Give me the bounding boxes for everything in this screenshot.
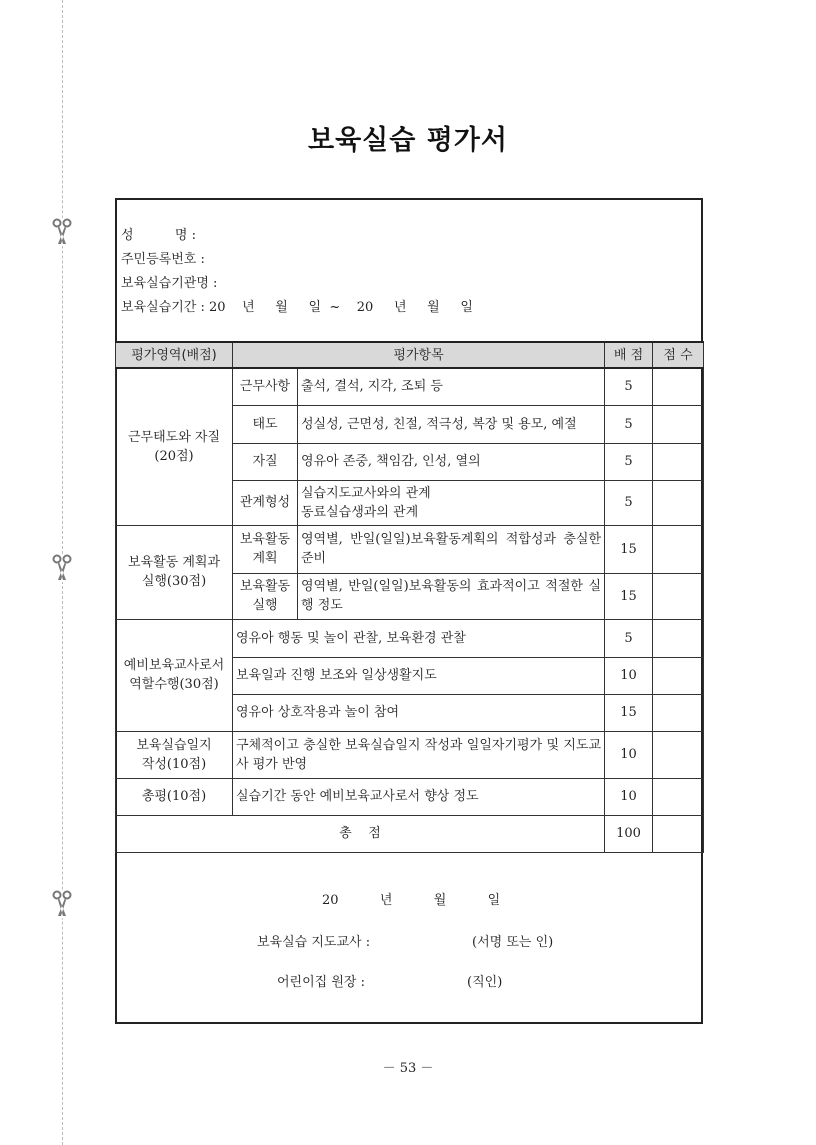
score-input-cell[interactable] xyxy=(653,480,704,525)
scissors-icon xyxy=(50,890,74,918)
points-cell: 15 xyxy=(605,573,653,619)
points-cell: 5 xyxy=(605,368,653,405)
area-cell: 총평(10점) xyxy=(116,778,233,815)
date-line: 20 년 월 일 xyxy=(322,893,501,908)
item-description: 실습지도교사와의 관계 동료실습생과의 관계 xyxy=(298,480,605,525)
points-cell: 5 xyxy=(605,405,653,443)
points-cell: 10 xyxy=(605,778,653,815)
points-cell: 15 xyxy=(605,525,653,573)
points-cell: 5 xyxy=(605,619,653,657)
header-points: 배 점 xyxy=(605,342,653,368)
area-cell: 근무태도와 자질 (20점) xyxy=(116,368,233,525)
page-number: － 53 － xyxy=(382,1061,434,1076)
total-score-input-cell[interactable] xyxy=(653,815,704,852)
table-row xyxy=(116,525,704,573)
student-info xyxy=(121,224,473,320)
total-points: 100 xyxy=(605,815,653,852)
points-cell: 10 xyxy=(605,657,653,694)
area-cell: 보육실습일지 작성(10점) xyxy=(116,731,233,778)
evaluation-form xyxy=(115,198,703,1024)
area-cell: 예비보육교사로서 역할수행(30점) xyxy=(116,619,233,731)
points-cell: 15 xyxy=(605,694,653,731)
table-row xyxy=(116,619,704,657)
item-description: 영유아 상호작용과 놀이 참여 xyxy=(233,694,605,731)
score-input-cell[interactable] xyxy=(653,619,704,657)
header-area: 평가영역(배점) xyxy=(116,342,233,368)
item-description: 영역별, 반일(일일)보육활동의 효과적이고 적절한 실행 정도 xyxy=(298,573,605,619)
header-item: 평가항목 xyxy=(233,342,605,368)
name-field: 성 명 : xyxy=(121,228,196,243)
points-cell: 10 xyxy=(605,731,653,778)
score-input-cell[interactable] xyxy=(653,525,704,573)
score-input-cell[interactable] xyxy=(653,778,704,815)
item-description: 영유아 존중, 책임감, 인성, 열의 xyxy=(298,443,605,480)
item-description: 성실성, 근면성, 친절, 적극성, 복장 및 용모, 예절 xyxy=(298,405,605,443)
table-row xyxy=(116,368,704,405)
sub-area-cell: 보육활동 계획 xyxy=(233,525,298,573)
teacher-signature: (서명 또는 인) xyxy=(472,935,554,950)
sub-area-cell: 태도 xyxy=(233,405,298,443)
score-input-cell[interactable] xyxy=(653,694,704,731)
page-title: 보육실습 평가서 xyxy=(308,125,508,156)
item-description: 실습기간 동안 예비보육교사로서 향상 정도 xyxy=(233,778,605,815)
item-description: 영유아 행동 및 놀이 관찰, 보육환경 관찰 xyxy=(233,619,605,657)
evaluation-table xyxy=(115,341,704,853)
item-description: 영역별, 반일(일일)보육활동계획의 적합성과 충실한 준비 xyxy=(298,525,605,573)
id-number-field: 주민등록번호 : xyxy=(121,252,205,267)
score-input-cell[interactable] xyxy=(653,731,704,778)
header-row xyxy=(116,342,704,368)
score-input-cell[interactable] xyxy=(653,368,704,405)
item-description: 구체적이고 충실한 보육실습일지 작성과 일일자기평가 및 지도교사 평가 반영 xyxy=(233,731,605,778)
area-cell: 보육활동 계획과 실행(30점) xyxy=(116,525,233,619)
sub-area-cell: 보육활동 실행 xyxy=(233,573,298,619)
table-row xyxy=(116,778,704,815)
total-label: 총 점 xyxy=(116,815,605,852)
signature-section xyxy=(117,851,701,1022)
scissors-icon xyxy=(50,554,74,582)
scissors-icon xyxy=(50,218,74,246)
item-description: 보육일과 진행 보조와 일상생활지도 xyxy=(233,657,605,694)
total-row xyxy=(116,815,704,852)
item-description: 출석, 결석, 지각, 조퇴 등 xyxy=(298,368,605,405)
score-input-cell[interactable] xyxy=(653,405,704,443)
score-input-cell[interactable] xyxy=(653,657,704,694)
period-field: 보육실습기간 : 20 년 월 일 ~ 20 년 월 일 xyxy=(121,300,473,315)
director-label: 어린이집 원장 : xyxy=(277,975,365,990)
director-seal: (직인) xyxy=(467,975,503,990)
score-input-cell[interactable] xyxy=(653,573,704,619)
score-input-cell[interactable] xyxy=(653,443,704,480)
points-cell: 5 xyxy=(605,480,653,525)
institution-field: 보육실습기관명 : xyxy=(121,276,218,291)
table-row xyxy=(116,731,704,778)
teacher-label: 보육실습 지도교사 : xyxy=(257,935,371,950)
sub-area-cell: 근무사항 xyxy=(233,368,298,405)
sub-area-cell: 관계형성 xyxy=(233,480,298,525)
sub-area-cell: 자질 xyxy=(233,443,298,480)
points-cell: 5 xyxy=(605,443,653,480)
header-score: 점 수 xyxy=(653,342,704,368)
